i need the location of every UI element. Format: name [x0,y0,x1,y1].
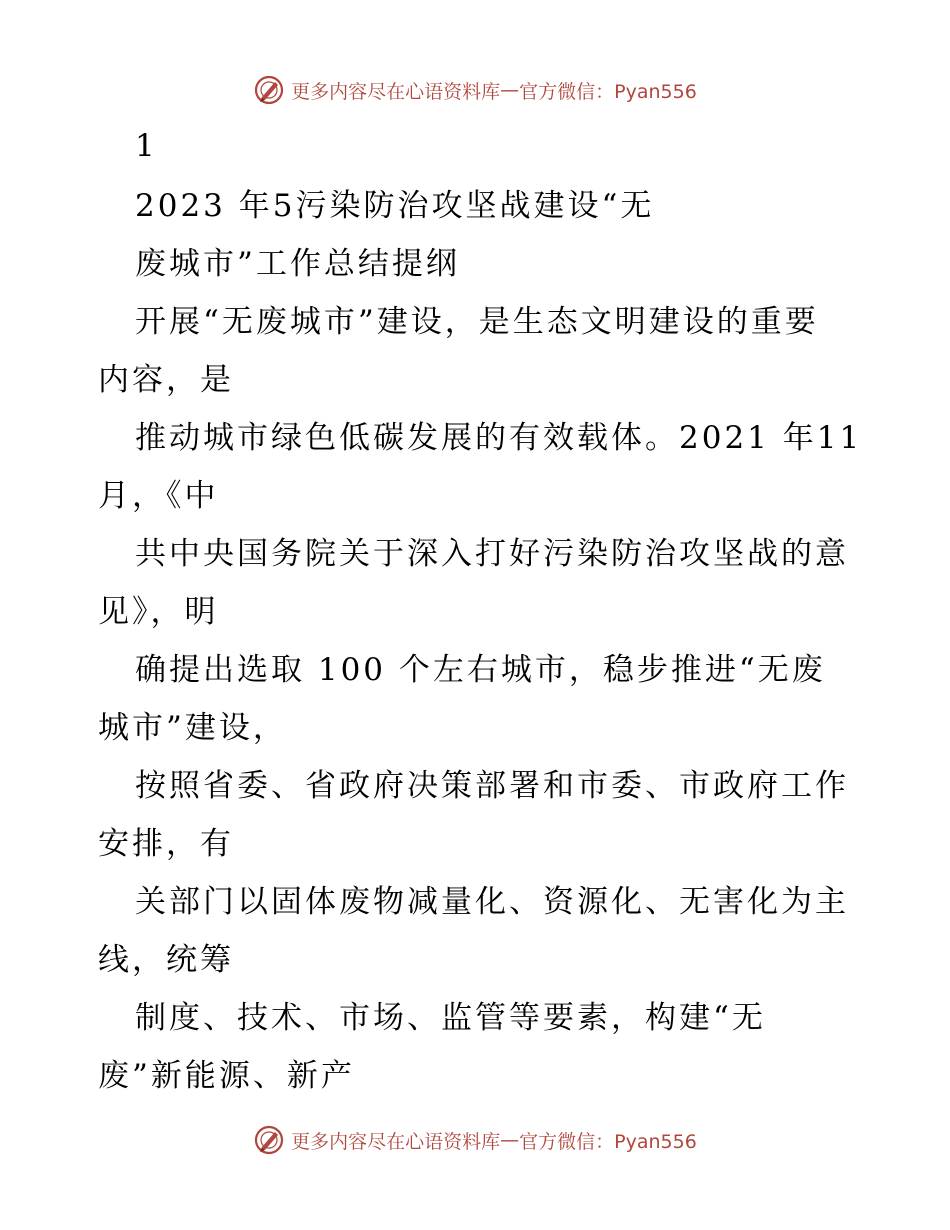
paragraph-line: 按照省委、省政府决策部署和市委、市政府工作 [135,768,849,804]
paragraph-line: 线，统筹 [98,942,234,978]
footer-wechat-text: 官方微信：Pyan556 [519,1130,697,1153]
footer-separator: — [500,1129,520,1151]
paragraph-line: 推动城市绿色低碳发展的有效载体。2021 年11 [135,420,863,456]
page-number: 1 [135,128,158,164]
pen-logo-icon [253,74,285,106]
paragraph-line: 月，《中 [98,478,219,514]
paragraph-line: 共中央国务院关于深入打好污染防治攻坚战的意 [135,536,849,572]
document-title-line-1: 2023 年5污染防治攻坚战建设“无 [135,188,655,224]
paragraph-line: 关部门以固体废物减量化、资源化、无害化为主 [135,884,849,920]
footer-watermark-banner [0,1120,950,1160]
footer-site-text: 更多内容尽在心语资料库 [291,1130,501,1153]
paragraph-line: 制度、技术、市场、监管等要素，构建“无 [135,1000,766,1036]
header-separator: — [500,79,520,101]
header-watermark-banner [0,70,950,110]
paragraph-line: 安排，有 [98,826,234,862]
paragraph-line: 城市”建设， [98,710,287,746]
paragraph-line: 废”新能源、新产 [98,1058,355,1094]
document-title-line-2: 废城市”工作总结提纲 [135,246,460,282]
paragraph-line: 内容，是 [98,362,234,398]
paragraph-line: 开展“无废城市”建设，是生态文明建设的重要 [135,304,819,340]
header-site-text: 更多内容尽在心语资料库 [291,80,501,103]
header-wechat-text: 官方微信：Pyan556 [519,80,697,103]
paragraph-line: 见》，明 [98,594,219,630]
paragraph-line: 确提出选取 100 个左右城市，稳步推进“无废 [135,652,826,688]
pen-logo-icon [253,1124,285,1156]
